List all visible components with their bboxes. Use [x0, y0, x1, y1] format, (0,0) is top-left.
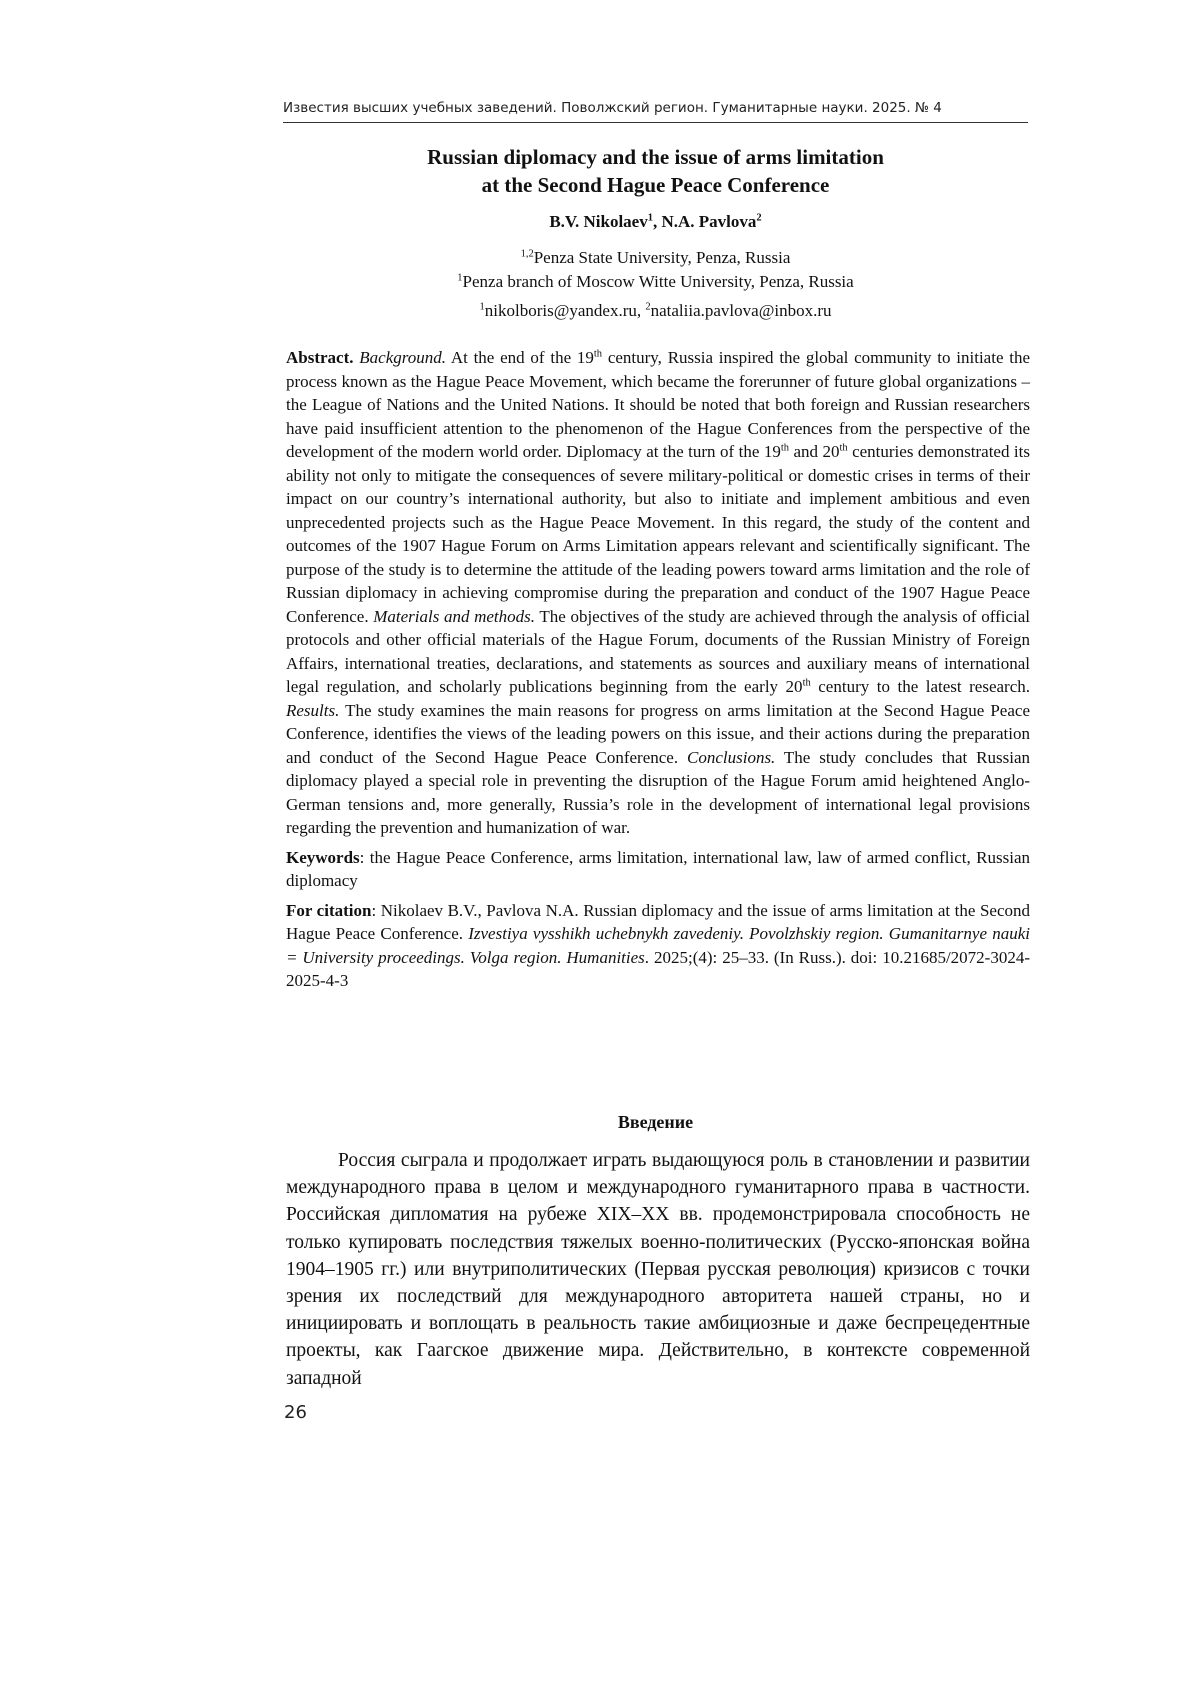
email-2-sup: 2	[645, 301, 651, 313]
abstract-paragraph	[286, 346, 1030, 840]
intro-paragraph: Россия сыграла и продолжает играть выдающуюся роль в становлении и развитии международного права в целом и международного гуманитарного права в частности. Российская дипломатия на рубеже XIX–XX вв. продемонстрировала способность не только купировать последствия тяжелых военно-политических (Русско-японская война 1904–1905 гг.) или внутриполитических (Первая русская революция) кризисов с точки зрения их последствий для международного авторитета нашей страны, но и инициировать и воплощать в реальность такие амбициозные и даже беспрецедентные проекты, как Гаагское движение мира. Действительно, в контексте современной западной	[286, 1150, 1030, 1389]
author-2: N.A. Pavlova	[661, 212, 757, 231]
sup-th-1: th	[593, 348, 603, 360]
background-label: Background.	[359, 348, 446, 367]
conclusions-label: Conclusions.	[687, 747, 776, 767]
email-1-sup: 1	[479, 301, 485, 313]
citation-label: For citation	[286, 900, 372, 920]
author-1-sup: 1	[647, 212, 653, 224]
sup-th-4: th	[802, 677, 811, 689]
title-line-2: at the Second Hague Peace Conference	[481, 173, 830, 197]
affiliation-1	[283, 246, 1028, 270]
keywords-label: Keywords	[286, 847, 360, 867]
results-text: The study examines the main reasons for progress on arms limitation at the Second Hague Peace Conference, identifies the views of the leading powers on this issue, and their actions during the preparation and conduct of the Second Hague Peace Conference.	[286, 700, 1030, 767]
conclusions-text: The study concludes that Russian diplomacy played a special role in preventing the disruption of the Hague Forum amid heightened Anglo-German tensions and, more generally, Russia’s role in the development of international legal provisions regarding the prevention and humanization of war.	[286, 747, 1030, 837]
emails-line	[283, 299, 1028, 323]
abstract-block	[286, 346, 1030, 993]
background-text-1: At the end of the 19	[450, 348, 594, 367]
author-1: B.V. Nikolaev	[549, 212, 648, 231]
abstract-label: Abstract.	[286, 348, 354, 367]
affiliation-2-text: Penza branch of Moscow Witte University, Penza, Russia	[462, 272, 854, 291]
email-1[interactable]: nikolboris@yandex.ru	[484, 301, 637, 320]
running-header: Известия высших учебных заведений. Поволжский регион. Гуманитарные науки. 2025. № 4	[283, 100, 1028, 123]
affiliations	[283, 246, 1028, 323]
background-text-4: centuries demonstrated its ability not only to mitigate the consequences of severe military-political or domestic crises in terms of their impact on our country’s international authority, but also to initiate and implement ambitious and even unprecedented projects such as the Hague Peace Movement. In this regard, the study of the content and outcomes of the 1907 Hague Forum on Arms Limitation appears relevant and scientifically significant. The purpose of the study is to determine the attitude of the leading powers toward arms limitation and the role of Russian diplomacy in achieving compromise during the preparation and conduct of the 1907 Hague Peace Conference.	[286, 442, 1030, 626]
methods-label: Materials and methods.	[373, 606, 536, 626]
sup-th-2: th	[780, 442, 789, 454]
email-separator: ,	[636, 301, 646, 320]
citation-paragraph	[286, 899, 1030, 993]
keywords-paragraph	[286, 846, 1030, 893]
citation-text-1: : Nikolaev B.V., Pavlova N.A. Russian diplomacy and the issue of arms limitation at the Second Hague Peace Conference.	[286, 900, 1030, 943]
methods-text-1: The objectives of the study are achieved through the analysis of official protocols and other official materials of the Hague Forum, documents of the Russian Ministry of Foreign Affairs, international treaties, declarations, and statements as sources and auxiliary means of international legal regulation, and scholarly publications beginning from the early 20	[286, 606, 1030, 696]
section-heading: Введение	[617, 1112, 694, 1132]
affiliation-2	[283, 270, 1028, 294]
author-separator: ,	[652, 212, 662, 231]
author-2-sup: 2	[756, 212, 762, 224]
citation-journal: Izvestiya vysshikh uchebnykh zavedeniy. Povolzhskiy region. Gumanitarnye nauki = University proceedings. Volga region. Humanities	[286, 924, 1030, 967]
results-label: Results.	[286, 700, 340, 720]
title-line-1: Russian diplomacy and the issue of arms limitation	[427, 145, 884, 169]
keywords-text: : the Hague Peace Conference, arms limitation, international law, law of armed conflict, Russian diplomacy	[286, 847, 1030, 890]
sup-th-3: th	[839, 442, 848, 454]
article-title	[283, 143, 1028, 199]
affiliation-1-text: Penza State University, Penza, Russia	[533, 248, 791, 267]
methods-text-2: century to the latest research.	[818, 677, 1031, 696]
affiliation-2-sup: 1	[457, 272, 463, 284]
affiliation-1-sup: 1,2	[520, 248, 534, 260]
page-number: 26	[284, 1402, 307, 1423]
citation-text-2: . 2025;(4): 25–33. (In Russ.). doi: 10.21685/2072-3024-2025-4-3	[286, 947, 1030, 990]
background-text-3: and 20	[793, 442, 840, 461]
email-2[interactable]: nataliia.pavlova@inbox.ru	[650, 301, 832, 320]
background-text-2: century, Russia inspired the global community to initiate the process known as the Hague Peace Movement, which became the forerunner of future global organizations – the League of Nations and the United Nations. It should be noted that both foreign and Russian researchers have paid insufficient attention to the phenomenon of the Hague Conferences from the perspective of the development of the modern world order. Diplomacy at the turn of the 19	[286, 348, 1031, 461]
authors-line	[283, 212, 1028, 232]
